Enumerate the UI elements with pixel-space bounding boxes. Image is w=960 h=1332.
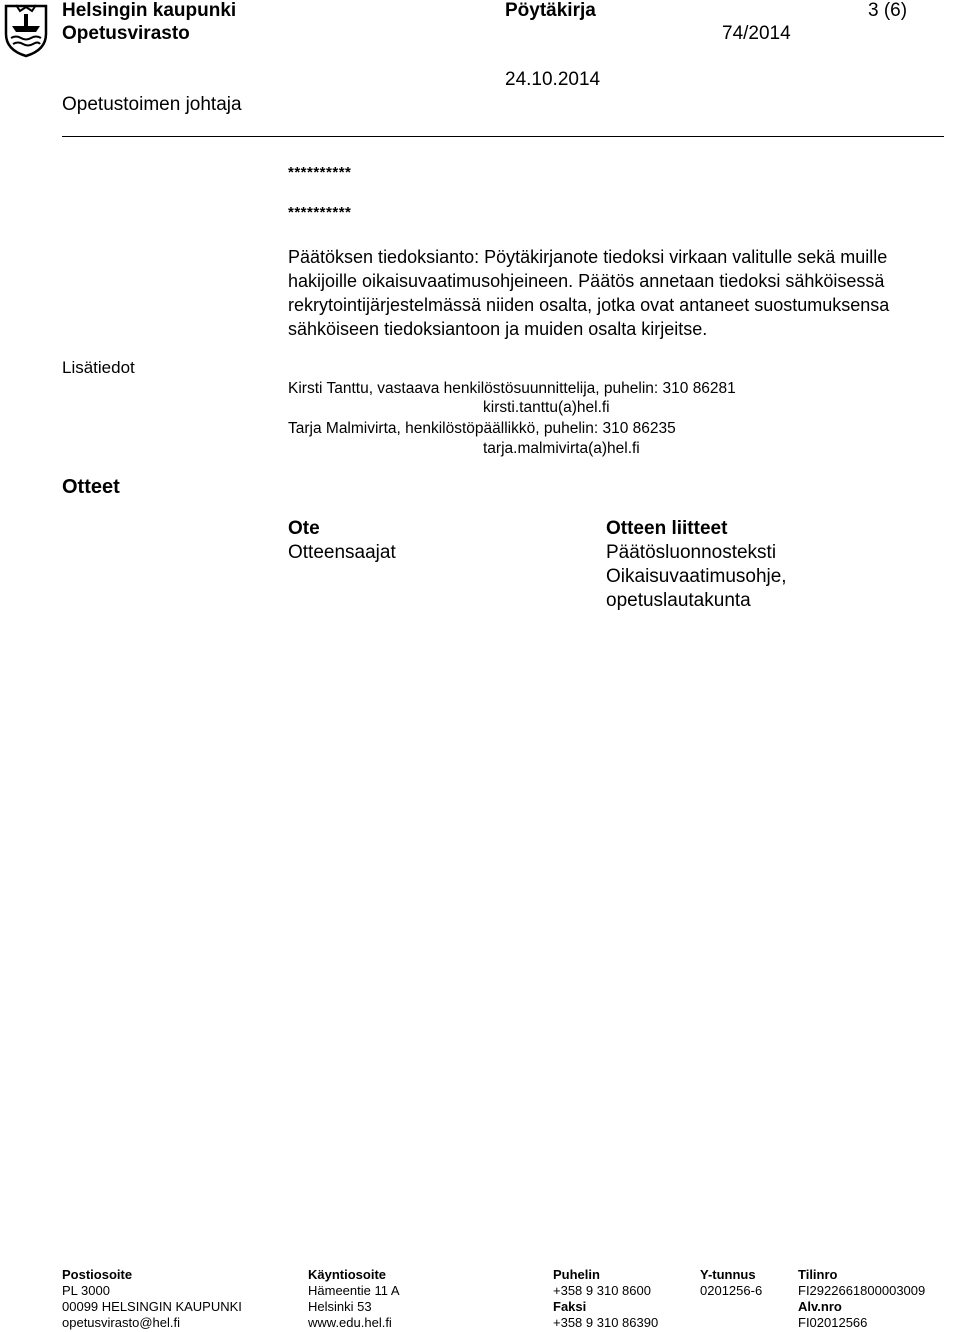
footer-visiting-label: Käyntiosoite [308, 1267, 387, 1282]
extract-heading: Ote [288, 518, 320, 539]
helsinki-crest-logo [2, 2, 50, 58]
organization-name: Helsingin kaupunki [62, 0, 237, 21]
footer-fax-value: +358 9 310 86390 [553, 1315, 659, 1330]
document-type: Pöytäkirja [505, 0, 596, 21]
footer-business-id-label: Y-tunnus [700, 1267, 756, 1282]
decision-maker-role: Opetustoimen johtaja [62, 94, 242, 115]
extracts-label: Otteet [62, 476, 120, 498]
footer-email[interactable]: opetusvirasto@hel.fi [62, 1315, 180, 1330]
footer-postal-line: PL 3000 [62, 1283, 110, 1298]
footer-vat-label: Alv.nro [798, 1299, 842, 1314]
header-divider [62, 136, 944, 137]
extract-recipients: Otteensaajat [288, 542, 396, 563]
footer-phone-value: +358 9 310 8600 [553, 1283, 651, 1298]
additional-info-label: Lisätiedot [62, 358, 135, 377]
footer-visiting-line: Hämeentie 11 A [308, 1283, 400, 1298]
attachment-item: opetuslautakunta [606, 590, 751, 611]
notice-paragraph: Päätöksen tiedoksianto: Pöytäkirjanote tiedoksi virkaan valitulle sekä muille hakijoille oikaisuvaatimusohjeineen. Päätös annetaan tiedoksi sähköisessä rekrytointijärjestelmässä niiden osalta, jotka ovat antaneet suostumuksensa sähköiseen tiedoksiantoon ja muiden osalta kirjeitse. [288, 247, 890, 339]
contact-email[interactable]: kirsti.tanttu(a)hel.fi [483, 399, 610, 416]
minutes-number: 74/2014 [722, 23, 791, 44]
footer-postal-line: 00099 HELSINGIN KAUPUNKI [62, 1299, 242, 1314]
attachments-heading: Otteen liitteet [606, 518, 728, 539]
redacted-line: ********** [288, 204, 352, 221]
contact-line: Tarja Malmivirta, henkilöstöpäällikkö, puhelin: 310 86235 [288, 420, 676, 437]
department-name: Opetusvirasto [62, 23, 190, 44]
redacted-line: ********** [288, 164, 352, 181]
contact-line: Kirsti Tanttu, vastaava henkilöstösuunnittelija, puhelin: 310 86281 [288, 380, 736, 397]
footer-website[interactable]: www.edu.hel.fi [308, 1315, 392, 1330]
attachment-item: Päätösluonnosteksti [606, 542, 777, 563]
attachment-item: Oikaisuvaatimusohje, [606, 566, 787, 587]
footer-business-id-value: 0201256-6 [700, 1283, 763, 1298]
contact-email[interactable]: tarja.malmivirta(a)hel.fi [483, 440, 640, 457]
footer-postal-label: Postiosoite [62, 1267, 133, 1282]
footer-vat-value: FI02012566 [798, 1315, 868, 1330]
document-date: 24.10.2014 [505, 69, 601, 90]
footer-account-label: Tilinro [798, 1267, 838, 1282]
page-number: 3 (6) [868, 0, 908, 21]
footer-phone-label: Puhelin [553, 1267, 600, 1282]
footer-visiting-line: Helsinki 53 [308, 1299, 372, 1314]
footer-fax-label: Faksi [553, 1299, 587, 1314]
footer-account-value: FI2922661800003009 [798, 1283, 926, 1298]
